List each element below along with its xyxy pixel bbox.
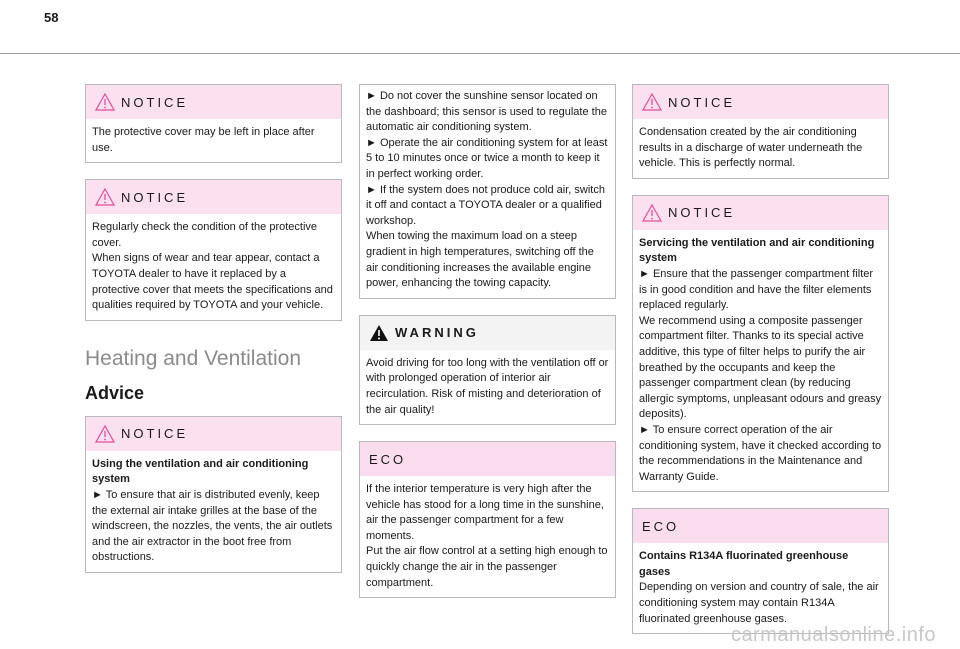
notice-warning-icon [95, 93, 115, 111]
page-number: 58 [44, 10, 59, 25]
notice-content [633, 230, 888, 492]
eco-box [632, 508, 889, 634]
notice-text: The protective cover may be left in place after use. [92, 126, 315, 154]
eco-content [633, 543, 888, 633]
notice-header [86, 180, 341, 214]
notice-warning-icon [642, 93, 662, 111]
notice-box [632, 195, 889, 493]
notice-warning-icon [95, 425, 115, 443]
notice-header [86, 85, 341, 119]
watermark: carmanualsonline.info [730, 624, 936, 646]
warning-text: Avoid driving for too long with the ventilation off or with prolonged operation of interior air recirculation. Risk of misting and deterioration of the air quality! [366, 356, 609, 416]
advice-box [359, 84, 616, 299]
header-rule [0, 53, 960, 54]
eco-box [359, 441, 616, 598]
column-2 [359, 84, 616, 614]
notice-warning-icon [95, 188, 115, 206]
eco-text: If the interior temperature is very high after the vehicle has stood for a long time in the sunshine, air the passenger compartment for a few moments. Put the air flow control at a setting high enough to quickly change the air in the passenger compartment. [366, 483, 608, 589]
notice-title: NOTICE [121, 189, 189, 205]
eco-header [633, 509, 888, 543]
section-title: Heating and Ventilation [85, 346, 301, 370]
notice-text: ► Ensure that the passenger compartment filter is in good condition and have the filter elements replaced regularly. We recommend using a composite passenger compartment filter. Thanks to its special active additive, this type of filter helps to purify the air breathed by the occupants and keep the passenger compartment clean (by reducing allergic symptoms, unpleasant odours and greasy deposits). ► To ensure correct operation of the air conditioning system, have it checked according to the recommendations in the Maintenance and Warranty Guide. [639, 267, 882, 483]
warning-header [360, 316, 615, 350]
eco-heading: Contains R134A fluorinated greenhouse gases [639, 550, 849, 578]
notice-box [85, 179, 342, 321]
notice-title: NOTICE [668, 205, 736, 221]
notice-header [86, 417, 341, 451]
notice-title: NOTICE [121, 426, 189, 442]
notice-box [632, 84, 889, 179]
notice-heading: Servicing the ventilation and air conditioning system [639, 236, 875, 265]
notice-text: Condensation created by the air conditioning results in a discharge of water underneath the vehicle. This is perfectly normal. [639, 126, 863, 170]
subsection-title: Advice [85, 382, 145, 403]
notice-header [633, 85, 888, 119]
notice-box [85, 416, 342, 573]
warning-icon [369, 324, 389, 342]
notice-title: NOTICE [668, 94, 736, 110]
notice-text: Regularly check the condition of the protective cover. When signs of wear and tear appear, contact a TOYOTA dealer to have it replaced by a protective cover that meets the specifications and qualities required by TOYOTA and your vehicle. [92, 221, 333, 312]
notice-heading: Using the ventilation and air conditioning system [92, 457, 309, 486]
advice-text: ► Do not cover the sunshine sensor located on the dashboard; this sensor is used to regulate the automatic air conditioning system. ► Operate the air conditioning system for at least 5 to 10 minutes once or twice a month to keep it in perfect working order. ► If the system does not produce cold air, switch it off and contact a TOYOTA dealer or a qualified workshop. When towing the maximum load on a steep gradient in high temperatures, switching off the air conditioning increases the available engine power, enhancing the towing capacity. [366, 90, 608, 290]
column-3 [632, 84, 889, 649]
notice-header [633, 196, 888, 230]
eco-header [360, 442, 615, 476]
warning-box [359, 315, 616, 425]
notice-title: NOTICE [121, 94, 189, 110]
notice-box [85, 84, 342, 163]
notice-warning-icon [642, 204, 662, 222]
eco-title: ECO [369, 451, 407, 467]
column-1 [85, 84, 342, 589]
eco-title: ECO [642, 518, 680, 534]
eco-text: Depending on version and country of sale, the air conditioning system may contain R134A fluorinated greenhouse gases. [639, 581, 879, 625]
notice-content [86, 451, 341, 572]
warning-title: WARNING [395, 325, 479, 341]
notice-text: ► To ensure that air is distributed evenly, keep the external air intake grilles at the base of the windscreen, the nozzles, the vents, the air outlets and the air extractor in the boot free from obstructions. [92, 488, 333, 564]
